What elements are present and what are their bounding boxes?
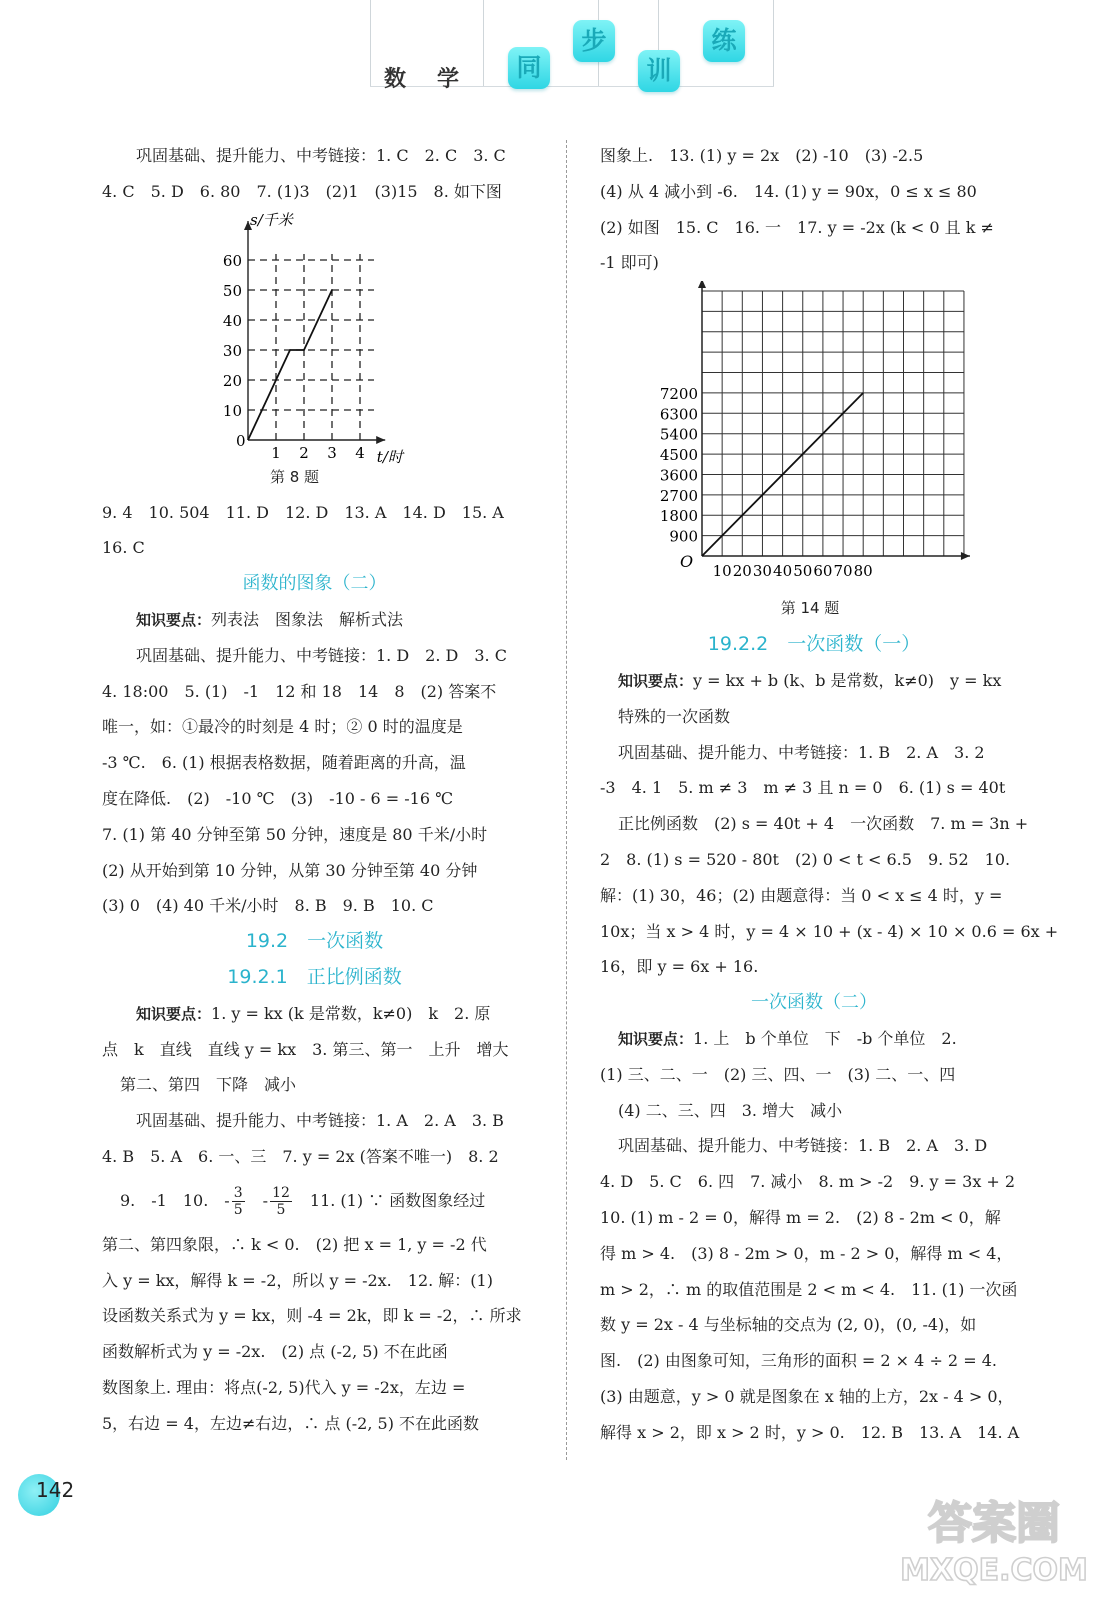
watermark-line2: MXQE.COM bbox=[900, 1553, 1088, 1588]
section-heading: 19.2 一次函数 bbox=[245, 930, 384, 953]
text-line: 7. (1) 第 40 分钟至第 50 分钟，速度是 80 千米/小时 bbox=[102, 824, 488, 844]
x-axis-label: t/时 bbox=[376, 447, 403, 466]
origin-label: O bbox=[680, 552, 694, 572]
text-segment: 11. (1) ∵ 函数图象经过 bbox=[293, 1190, 486, 1210]
keyword-label: 知识要点： bbox=[136, 610, 212, 629]
header-rule-5 bbox=[773, 0, 774, 86]
header-badge-2: 步 bbox=[573, 20, 615, 62]
text-line: 巩固基础、提升能力、中考链接：1. D 2. D 3. C bbox=[136, 645, 507, 665]
origin-label: 0 bbox=[236, 431, 246, 450]
text-line: 第二、第四 下降 减小 bbox=[120, 1075, 297, 1095]
y-tick-label: 30 bbox=[222, 341, 242, 360]
text-line: 度在降低. (2) -10 ℃ (3) -10 - 6 = -16 ℃ bbox=[102, 788, 454, 808]
text-line: 10x；当 x > 4 时，y = 4 × 10 + (x - 4) × 10 × 0.6 = 6x + bbox=[600, 921, 1059, 941]
y-tick-label: 6300 bbox=[659, 405, 698, 424]
text-line: 2 8. (1) s = 520 - 80t (2) 0 < t < 6.5 9. 52 10. bbox=[600, 849, 1011, 869]
y-tick-label: 900 bbox=[669, 527, 698, 546]
watermark-line1: 答案圈 bbox=[928, 1498, 1060, 1549]
column-divider bbox=[566, 140, 567, 1460]
text-line: 1. 上 b 个单位 下 -b 个单位 2. bbox=[693, 1028, 957, 1048]
header-subject-1: 数 bbox=[384, 66, 409, 92]
text-line: 正比例函数 (2) s = 40t + 4 一次函数 7. m = 3n + bbox=[618, 814, 1029, 834]
text-line: 得 m > 4. (3) 8 - 2m > 0，m - 2 > 0，解得 m < 4， bbox=[600, 1243, 1013, 1263]
text-line: 唯一，如：①最冷的时刻是 4 时；② 0 时的温度是 bbox=[102, 717, 463, 737]
x-tick-label: 50 bbox=[793, 562, 813, 581]
page-number bbox=[10, 1468, 80, 1516]
text-line: (1) 三、二、一 (2) 三、四、一 (3) 二、一、四 bbox=[600, 1064, 956, 1084]
x-tick-label: 4 bbox=[355, 443, 365, 462]
text-line: 4. C 5. D 6. 80 7. (1)3 (2)1 (3)15 8. 如下图 bbox=[102, 181, 502, 201]
denominator: 5 bbox=[233, 1201, 243, 1218]
text-segment: - bbox=[246, 1190, 269, 1210]
watermark bbox=[898, 1480, 1088, 1590]
text-line: 16. C bbox=[102, 538, 145, 558]
header-badge-1: 同 bbox=[508, 47, 550, 89]
text-line: (4) 二、三、四 3. 增大 减小 bbox=[618, 1100, 843, 1120]
x-tick-label: 80 bbox=[853, 562, 873, 581]
text-line: 巩固基础、提升能力、中考链接：1. C 2. C 3. C bbox=[136, 146, 506, 165]
y-tick-label: 3600 bbox=[659, 466, 698, 485]
figure-8-caption: 第 8 题 bbox=[269, 467, 320, 486]
x-tick-label: 60 bbox=[813, 562, 833, 581]
y-tick-label: 60 bbox=[222, 251, 242, 270]
x-axis-arrow bbox=[961, 552, 970, 560]
fraction bbox=[232, 1185, 245, 1218]
text-line: 入 y = kx，解得 k = -2，所以 y = -2x. 12. 解：(1) bbox=[102, 1270, 493, 1290]
keyword-label: 知识要点： bbox=[136, 1004, 212, 1023]
text-line: 10. (1) m - 2 = 0，解得 m = 2. (2) 8 - 2m < 0，解 bbox=[600, 1207, 1001, 1227]
text-line: -3 ℃. 6. (1) 根据表格数据，随着距离的升高，温 bbox=[102, 753, 466, 773]
text-line: 巩固基础、提升能力、中考链接：1. B 2. A 3. 2 bbox=[618, 742, 985, 762]
header-baseline bbox=[370, 86, 774, 87]
figure-14-svg bbox=[600, 281, 1028, 591]
text-line: 4. D 5. C 6. 四 7. 减小 8. m > -2 9. y = 3x + 2 bbox=[600, 1172, 1016, 1192]
fraction-line bbox=[102, 1175, 527, 1227]
y-tick-label: 4500 bbox=[659, 446, 698, 465]
y-tick-label: 10 bbox=[222, 401, 242, 420]
page-number-text: 142 bbox=[36, 1478, 75, 1502]
text-line: 点 k 直线 直线 y = kx 3. 第三、第一 上升 增大 bbox=[102, 1039, 509, 1059]
figure-14-chart bbox=[600, 281, 1028, 591]
keyword-label: 知识要点： bbox=[618, 1029, 694, 1048]
text-line: 解得 x > 2，即 x > 2 时，y > 0. 12. B 13. A 14. A bbox=[600, 1422, 1020, 1442]
header-badge-4: 练 bbox=[703, 20, 745, 62]
text-line: (3) 由题意，y > 0 就是图象在 x 轴的上方，2x - 4 > 0， bbox=[600, 1386, 1014, 1406]
y-tick-label: 2700 bbox=[659, 487, 698, 506]
text-line: 4. B 5. A 6. 一、三 7. y = 2x (答案不唯一) 8. 2 bbox=[102, 1146, 499, 1166]
text-line: 9. 4 10. 504 11. D 12. D 13. A 14. D 15. A bbox=[102, 502, 504, 522]
text-line: y = kx + b (k、b 是常数，k≠0) y = kx bbox=[693, 670, 1002, 690]
left-column bbox=[102, 138, 527, 1442]
section-heading: 19.2.1 正比例函数 bbox=[227, 965, 402, 988]
y-axis-label: s/千米 bbox=[250, 210, 293, 229]
text-line: 巩固基础、提升能力、中考链接：1. A 2. A 3. B bbox=[136, 1111, 504, 1131]
text-line: 函数解析式为 y = -2x. (2) 点 (-2, 5) 不在此函 bbox=[102, 1342, 448, 1362]
fraction bbox=[270, 1185, 292, 1218]
right-column bbox=[600, 138, 1059, 1451]
header-rule-2 bbox=[483, 0, 484, 86]
figure-8-svg bbox=[102, 210, 527, 472]
text-line: 解：(1) 30，46；(2) 由题意得：当 0 < x ≤ 4 时，y = bbox=[600, 885, 1003, 905]
denominator: 5 bbox=[276, 1201, 286, 1218]
text-line: 第二、第四象限，∴ k < 0. (2) 把 x = 1, y = -2 代 bbox=[102, 1234, 487, 1254]
text-line: 图. (2) 由图象可知，三角形的面积 = 2 × 4 ÷ 2 = 4. bbox=[600, 1351, 997, 1371]
text-line: (2) 从开始到第 10 分钟，从第 30 分钟至第 40 分钟 bbox=[102, 860, 478, 880]
text-line: 5，右边 = 4，左边≠右边，∴ 点 (-2, 5) 不在此函数 bbox=[102, 1413, 480, 1433]
x-tick-label: 3 bbox=[327, 443, 337, 462]
text-line: -1 即可) bbox=[600, 253, 659, 273]
x-axis-arrow bbox=[376, 436, 385, 444]
y-tick-label: 20 bbox=[222, 371, 242, 390]
header-rule-1 bbox=[370, 0, 371, 86]
text-line: 巩固基础、提升能力、中考链接：1. B 2. A 3. D bbox=[618, 1136, 988, 1156]
x-tick-label: 10 bbox=[712, 562, 732, 581]
text-line: 4. 18:00 5. (1) -1 12 和 18 14 8 (2) 答案不 bbox=[102, 681, 497, 701]
text-line: 数图象上. 理由：将点(-2, 5)代入 y = -2x，左边 = bbox=[102, 1377, 466, 1397]
keyword-label: 知识要点： bbox=[618, 671, 694, 690]
y-tick-label: 50 bbox=[222, 281, 242, 300]
y-tick-label: 40 bbox=[222, 311, 242, 330]
numerator: 12 bbox=[272, 1184, 290, 1201]
numerator: 3 bbox=[233, 1184, 243, 1201]
header-badge-3: 训 bbox=[638, 50, 680, 92]
watermark-svg bbox=[898, 1480, 1088, 1590]
text-line: 设函数关系式为 y = kx，则 -4 = 2k，即 k = -2，∴ 所求 bbox=[102, 1306, 522, 1326]
text-line: 16，即 y = 6x + 16. bbox=[600, 957, 759, 977]
y-axis-arrow bbox=[698, 281, 706, 288]
text-line: 图象上. 13. (1) y = 2x (2) -10 (3) -2.5 bbox=[600, 146, 924, 165]
text-line: (2) 如图 15. C 16. 一 17. y = -2x (k < 0 且 k ≠ bbox=[600, 217, 994, 237]
x-tick-label: 20 bbox=[732, 562, 752, 581]
x-tick-label: 40 bbox=[773, 562, 793, 581]
x-tick-label: 30 bbox=[752, 562, 772, 581]
text-line: m > 2，∴ m 的取值范围是 2 < m < 4. 11. (1) 一次函 bbox=[600, 1279, 1018, 1299]
text-segment: 9. -1 10. - bbox=[120, 1190, 230, 1210]
x-tick-label: 1 bbox=[271, 443, 281, 462]
figure-14-caption: 第 14 题 bbox=[780, 599, 840, 618]
figure-8-chart bbox=[102, 210, 527, 472]
text-line: (3) 0 (4) 40 千米/小时 8. B 9. B 10. C bbox=[102, 896, 434, 916]
text-line: 列表法 图象法 解析式法 bbox=[211, 609, 404, 629]
y-tick-label: 1800 bbox=[659, 507, 698, 526]
text-line: 数 y = 2x - 4 与坐标轴的交点为 (2, 0)，(0, -4)，如 bbox=[600, 1315, 977, 1335]
section-heading: 一次函数（二） bbox=[751, 992, 877, 1014]
header-subject-2: 学 bbox=[437, 66, 462, 92]
section-heading: 函数的图象（二） bbox=[242, 573, 387, 595]
section-heading: 19.2.2 一次函数（一） bbox=[707, 633, 921, 656]
text-line: 特殊的一次函数 bbox=[618, 706, 731, 726]
y-tick-label: 7200 bbox=[659, 385, 698, 404]
text-line: -3 4. 1 5. m ≠ 3 m ≠ 3 且 n = 0 6. (1) s = 40t bbox=[600, 778, 1006, 798]
x-tick-label: 2 bbox=[299, 443, 309, 462]
y-tick-label: 5400 bbox=[659, 425, 698, 444]
text-line: (4) 从 4 减小到 -6. 14. (1) y = 90x，0 ≤ x ≤ 80 bbox=[600, 181, 977, 201]
data-line bbox=[248, 290, 332, 440]
x-tick-label: 70 bbox=[833, 562, 853, 581]
text-line: 1. y = kx (k 是常数，k≠0) k 2. 原 bbox=[211, 1003, 491, 1023]
